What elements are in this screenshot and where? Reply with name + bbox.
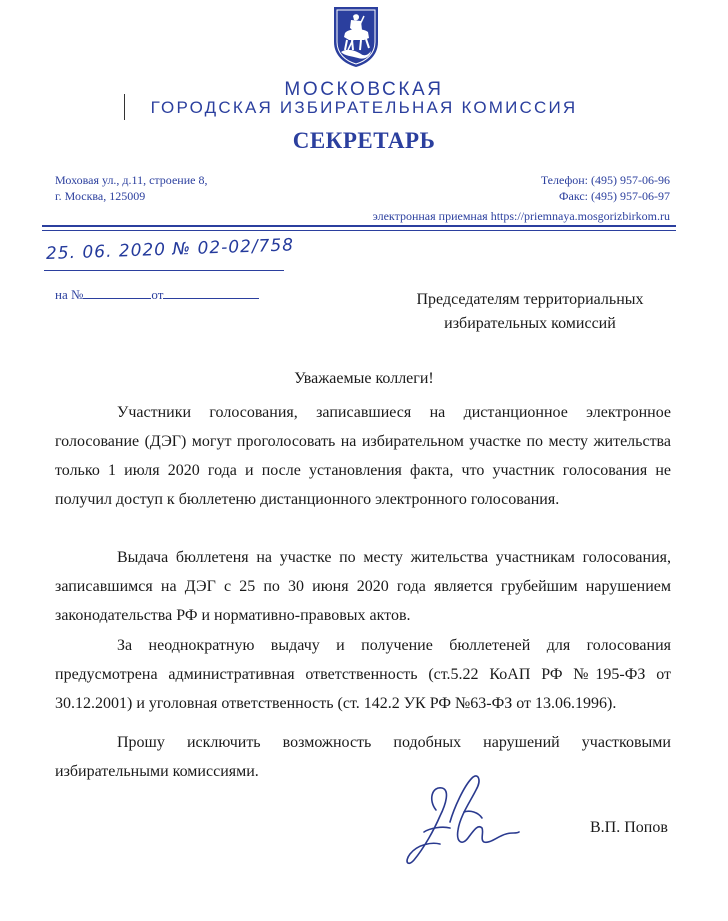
org-name-line1: МОСКОВСКАЯ bbox=[284, 79, 444, 100]
body-paragraph: Прошу исключить возможность подобных нарушений участковыми избирательными комиссиями. bbox=[55, 734, 671, 780]
addressee-line2: избирательных комиссий bbox=[444, 315, 616, 332]
addressee-block bbox=[380, 288, 680, 336]
registration-underline bbox=[44, 270, 284, 271]
ref-mid: от bbox=[151, 287, 164, 302]
sender-role: СЕКРЕТАРЬ bbox=[292, 128, 436, 153]
e-reception-link[interactable]: электронная приемная https://priemnaya.mosgorizbirkom.ru bbox=[372, 209, 670, 223]
ref-prefix: на № bbox=[55, 287, 84, 302]
moscow-coat-of-arms-icon bbox=[331, 4, 381, 68]
header-divider-thick bbox=[42, 225, 676, 227]
sender-contacts bbox=[373, 172, 670, 224]
body-paragraph: Выдача бюллетеня на участке по месту жительства участникам голосования, записавшимся на ДЭГ с 25 по 30 июня 2020 года является грубейшим нарушением законодательства РФ и нормативно-правовых актов. bbox=[55, 549, 671, 624]
fax: Факс: (495) 957-06-97 bbox=[559, 189, 670, 203]
signer-name: В.П. Попов bbox=[590, 819, 668, 836]
ref-number-blank bbox=[83, 287, 151, 299]
org-name-line2: ГОРОДСКАЯ ИЗБИРАТЕЛЬНАЯ КОМИССИЯ bbox=[150, 98, 578, 117]
addressee-line1: Председателям территориальных bbox=[416, 291, 644, 308]
reference-line bbox=[55, 287, 259, 303]
address-line2: г. Москва, 125009 bbox=[55, 189, 146, 203]
header-divider-thin bbox=[42, 230, 676, 231]
ref-date-blank bbox=[163, 287, 259, 299]
greeting: Уважаемые коллеги! bbox=[294, 370, 434, 387]
handwritten-signature bbox=[398, 772, 523, 872]
phone: Телефон: (495) 957-06-96 bbox=[540, 173, 670, 187]
registration-number-handwritten: 25. 06. 2020 № 02-02/758 bbox=[45, 235, 295, 264]
body-paragraph: За неоднократную выдачу и получение бюллетеней для голосования предусмотрена административная ответственность (ст.5.22 КоАП РФ №195-ФЗ от 30.12.2001) и уголовная ответственность (ст. 142.2 УК РФ №63-ФЗ от 13.06.1996). bbox=[55, 637, 671, 712]
address-line1: Моховая ул., д.11, строение 8, bbox=[55, 173, 208, 187]
sender-address bbox=[55, 172, 207, 204]
text-cursor bbox=[124, 94, 125, 120]
body-paragraph: Участники голосования, записавшиеся на дистанционное электронное голосование (ДЭГ) могут проголосовать на избирательном участке по месту жительства только 1 июля 2020 года и после установления факта, что участник голосования не получил доступ к бюллетеню дистанционного электронного голосования. bbox=[55, 404, 671, 508]
